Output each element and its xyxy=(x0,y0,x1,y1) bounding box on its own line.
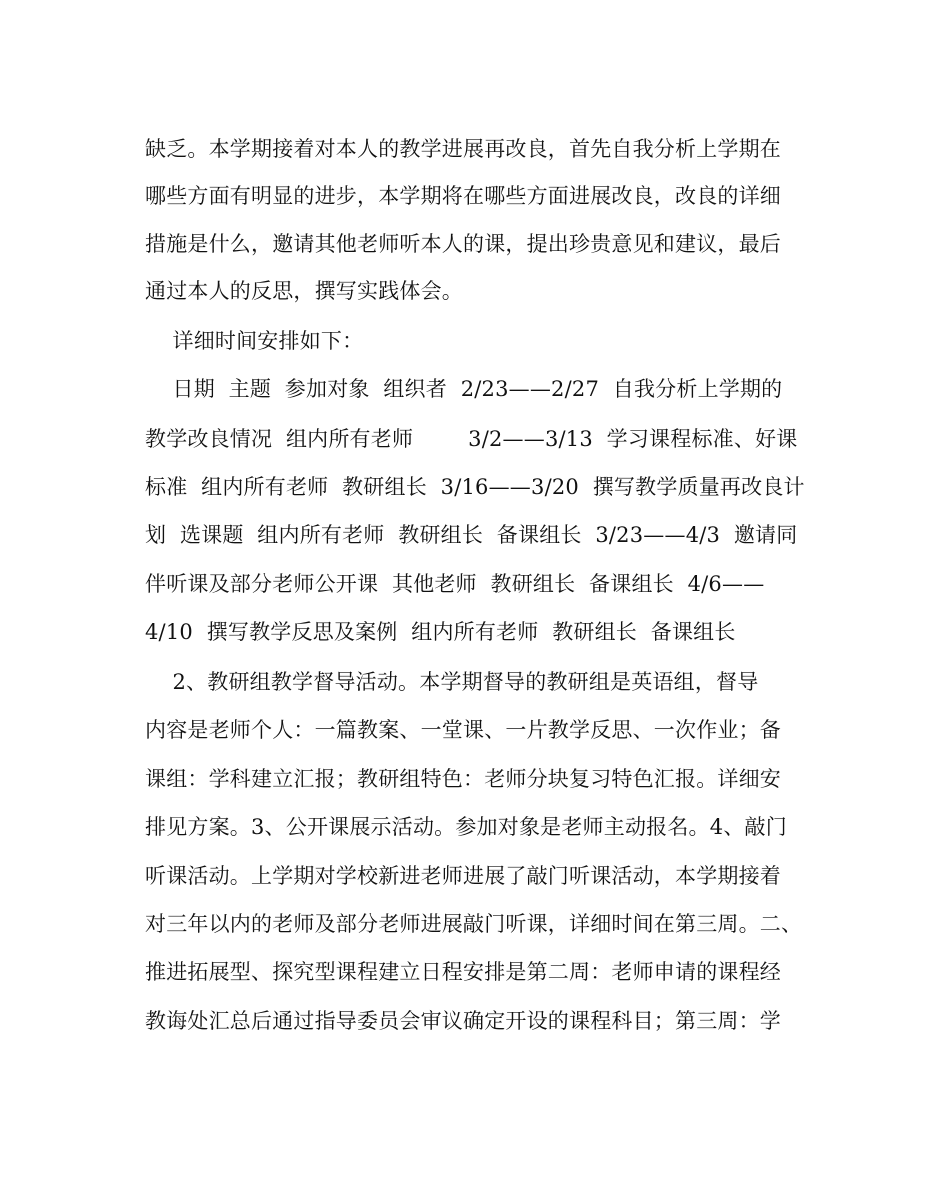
text-line-6: 日期 主题 参加对象 组织者 2/23——2/27 自我分析上学期的 xyxy=(145,377,783,401)
text-line-7: 教学改良情况 组内所有老师 3/2——3/13 学习课程标准、好课 xyxy=(145,427,798,451)
text-line-8: 标准 组内所有老师 教研组长 3/16——3/20 撰写教学质量再改良计 xyxy=(145,475,805,499)
text-line-13: 内容是老师个人：一篇教案、一堂课、一片教学反思、一次作业；备 xyxy=(145,718,781,742)
text-line-2: 哪些方面有明显的进步，本学期将在哪些方面进展改良，改良的详细 xyxy=(145,184,781,208)
text-line-16: 听课活动。上学期对学校新进老师进展了敲门听课活动，本学期接着 xyxy=(145,864,781,888)
text-line-14: 课组：学科建立汇报；教研组特色：老师分块复习特色汇报。详细安 xyxy=(145,767,781,791)
text-line-19: 教诲处汇总后通过指导委员会审议确定开设的课程科目；第三周：学 xyxy=(145,1009,781,1033)
text-line-10: 伴听课及部分老师公开课 其他老师 教研组长 备课组长 4/6—— xyxy=(145,572,765,596)
text-line-5: 详细时间安排如下： xyxy=(145,329,364,353)
text-line-18: 推进拓展型、探究型课程建立日程安排是第二周：老师申请的课程经 xyxy=(145,960,781,984)
text-line-15: 排见方案。3、公开课展示活动。参加对象是老师主动报名。4、敲门 xyxy=(145,815,787,839)
text-line-17: 对三年以内的老师及部分老师进展敲门听课，详细时间在第三周。二、 xyxy=(145,912,803,936)
text-line-12: 2、教研组教学督导活动。本学期督导的教研组是英语组，督导 xyxy=(145,670,759,694)
text-line-4: 通过本人的反思，撰写实践体会。 xyxy=(145,279,463,303)
text-line-3: 措施是什么，邀请其他老师听本人的课，提出珍贵意见和建议，最后 xyxy=(145,232,781,256)
text-line-9: 划 选课题 组内所有老师 教研组长 备课组长 3/23——4/3 邀请同 xyxy=(145,523,798,547)
text-line-11: 4/10 撰写教学反思及案例 组内所有老师 教研组长 备课组长 xyxy=(145,620,736,644)
text-line-1: 缺乏。本学期接着对本人的教学进展再改良，首先自我分析上学期在 xyxy=(145,137,781,161)
